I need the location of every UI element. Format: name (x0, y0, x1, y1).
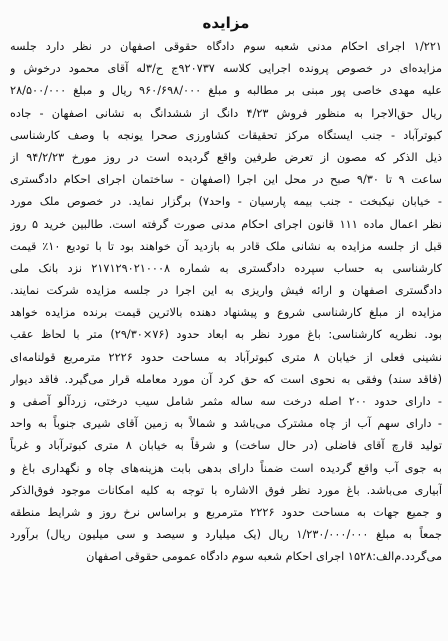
document-line: کارشناسی به حساب سپرده دادگستری به شماره ۲۱۷۱۲۹۰۲۱۰۰۰۸ نزد بانک ملی (10, 261, 442, 275)
document-line: قبل از جلسه مزایده به نشانی ملک قادر به بازدید آن خواهند بود تا با تودیع ۱۰٪ قیمت (10, 239, 442, 253)
document-line: می‌گردد.م‌الف:۱۵۲۸ اجرای احکام شعبه سوم دادگاه عمومی حقوقی اصفهان (86, 550, 442, 564)
document-line: آبیاری می‌باشد. باغ مورد نظر فوق الاشاره با توجه به کلیه امکانات موجود فوق‌الذکر (10, 483, 442, 497)
document-line: جمعاً به مبلغ ۱/۲۳۰/۰۰۰/۰۰۰ ریال (یک میلیارد و سیصد و سی میلیون ریال) برآورد (10, 528, 442, 542)
document-line: ذیل الذکر که مصون از تعرض طرفین واقع گردیده است در روز مورخ ۹۴/۲/۲۳ از (10, 150, 442, 164)
document-line: به جوی آب واقع گردیده است ضمناً دارای بدهی بابت هزینه‌های چاه و نگهداری باغ و (10, 461, 442, 475)
document-line: نشینی فعلی از خیابان ۸ متری کبوترآباد به مساحت حدود ۲۲۲۶ مترمربع قولنامه‌ای (10, 350, 442, 364)
document-line: ساعت ۹ تا ۹/۳۰ صبح در محل این اجرا (اصفهان - ساختمان اجرای احکام دادگستری (10, 173, 442, 187)
document-line: ریال حق‌الاجرا به منظور فروش ۴/۲۳ دانگ از ششدانگ به نشانی اصفهان - جاده (10, 106, 442, 120)
document-title: مزایده (202, 14, 250, 32)
document-line: - دارای حدود ۲۰۰ اصله درخت سه ساله مثمر شامل سیب درختی، زردآلو آصفی و (10, 395, 442, 408)
document-line: کبوترآباد - جنب ایستگاه مرکز تحقیقات کشاورزی صحرا یونجه با وصف کارشناسی (10, 128, 442, 142)
document-line: (فاقد سند) وفقی به نحوی است که حق کرد آن مورد معامله قرار می‌گیرد. فاقد دیوار (10, 372, 442, 386)
document-line: - دارای سهم آب از چاه مشترک می‌باشد و شمالاً به زمین آقای شیری جنوباً به واحد (10, 417, 442, 431)
document-line: بود. نظریه کارشناسی: باغ مورد نظر به ابعاد حدود (۷۶×۲۹/۳۰) متر با لحاظ عقب (10, 328, 442, 342)
document-line: نظر اعمال ماده ۱۱۱ قانون اجرای احکام مدنی صورت گرفته است. طالبین خرید ۵ روز (10, 217, 442, 231)
document-line: تولید قارچ آقای فاضلی (در حال ساخت) و شرقاً به خیابان ۸ متری کبوترآباد و غرباً (10, 439, 442, 453)
document-line: مزایده‌ای در خصوص پرونده اجرایی کلاسه ۹۲۰۷۳۷ج ح/۳له آقای محمود درخوش و (10, 62, 442, 76)
document-line: دادگستری اصفهان و ارائه فیش واریزی به این اجرا در جلسه مزایده شرکت نمایند. (10, 284, 442, 298)
document-line: علیه مهدی خاصی پور مبنی بر مطالبه و مبلغ ۹۶۰/۶۹۸/۰۰۰ ریال و مبلغ ۲۸/۵۰۰/۰۰۰ (10, 84, 442, 98)
document-body (10, 36, 442, 569)
document-line: ۱/۲۲۱ اجرای احکام مدنی شعبه سوم دادگاه حقوقی اصفهان در نظر دارد جلسه (10, 40, 442, 53)
document-line: - خیابان نیکبخت - جنب بیمه پارسیان - واحد۷) برگزار نماید. در خصوص ملک مورد (10, 195, 442, 209)
document-line: و جمیع جهات به مساحت حدود ۲۲۲۶ مترمربع و براساس نرخ روز و شرایط منطقه (10, 505, 442, 519)
document-line: مزایده از مبلغ کارشناسی شروع و پیشنهاد دهنده بالاترین قیمت برنده مزایده خواهد (10, 306, 442, 320)
